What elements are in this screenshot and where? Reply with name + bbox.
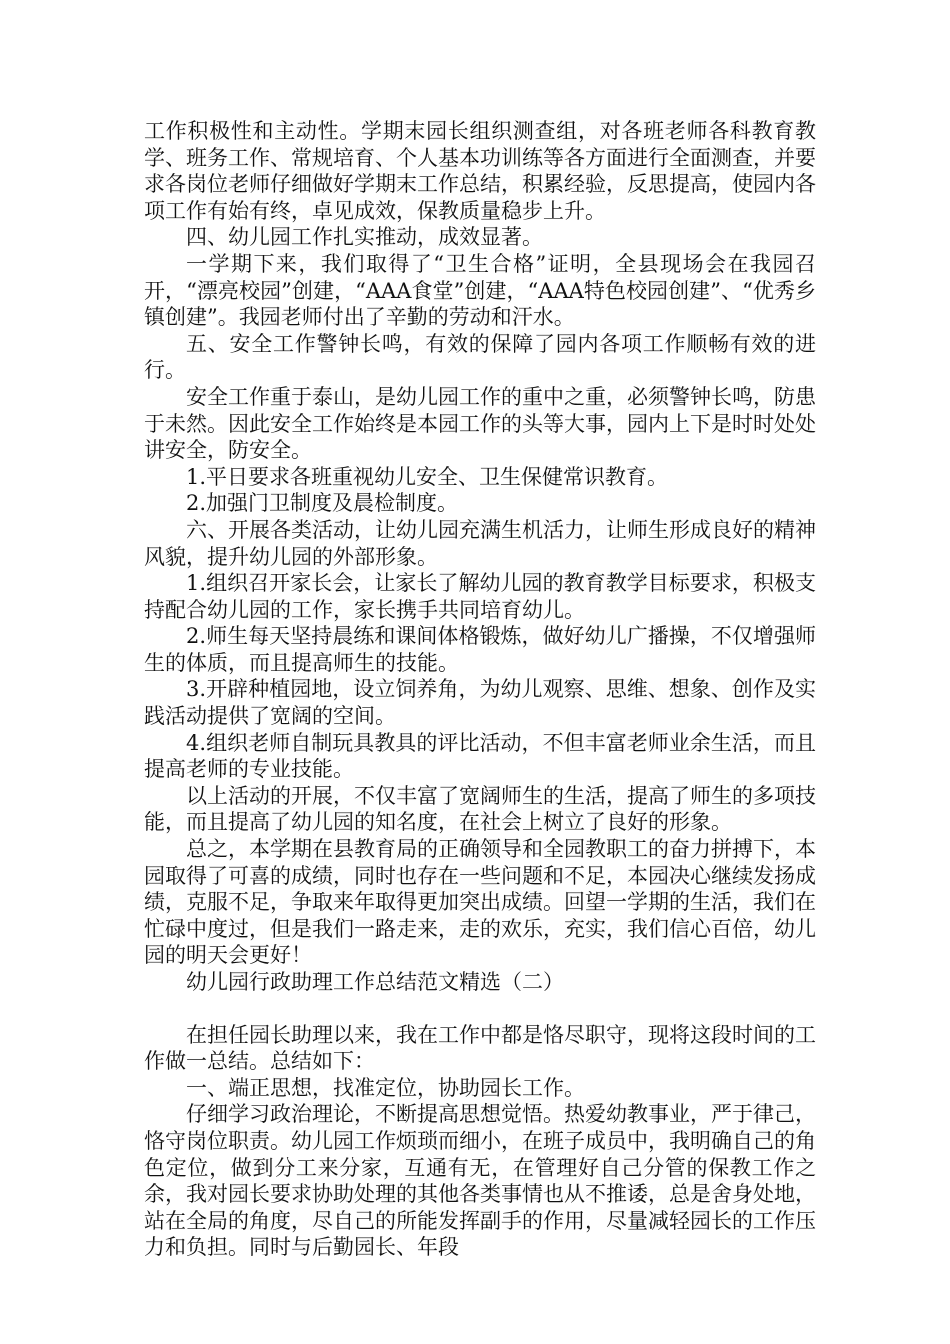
list-item: 3.开辟种植园地，设立饲养角，为幼儿观察、思维、想象、创作及实践活动提供了宽阔的空间。 (144, 677, 816, 729)
paragraph: 一学期下来，我们取得了“卫生合格”证明，全县现场会在我园召开，“漂亮校园”创建，“AAA食堂”创建，“AAA特色校园创建”、“优秀乡镇创建”。我园老师付出了辛勤的劳动和汗水。 (144, 251, 816, 330)
list-item: 1.组织召开家长会，让家长了解幼儿园的教育教学目标要求，积极支持配合幼儿园的工作，家长携手共同培育幼儿。 (144, 571, 816, 622)
list-item: 4.组织老师自制玩具教具的评比活动，不但丰富老师业余生活，而且提高老师的专业技能。 (144, 730, 816, 782)
section-heading: 四、幼儿园工作扎实推动，成效显著。 (186, 225, 543, 250)
list-item: 2.师生每天坚持晨练和课间体格锻炼，做好幼儿广播操，不仅增强师生的体质，而且提高师生的技能。 (144, 624, 816, 675)
list-item: 2.加强门卫制度及晨检制度。 (186, 491, 459, 516)
paragraph: 仔细学习政治理论，不断提高思想觉悟。热爱幼教事业，严于律己，恪守岗位职责。幼儿园工作烦琐而细小，在班子成员中，我明确自己的角色定位，做到分工来分家，互通有无，在管理好自己分管的保教工作之余，我对园长要求协助处理的其他各类事情也从不推诿，总是舍身处地，站在全局的角度，尽自己的所能发挥副手的作用，尽量减轻园长的工作压力和负担。同时与后勤园长、年段 (144, 1102, 816, 1260)
section-heading: 一、端正思想，找准定位，协助园长工作。 (186, 1075, 585, 1100)
paragraph: 在担任园长助理以来，我在工作中都是恪尽职守，现将这段时间的工作做一总结。总结如下： (144, 1022, 816, 1074)
list-item: 1.平日要求各班重视幼儿安全、卫生保健常识教育。 (186, 464, 669, 489)
paragraph: 以上活动的开展，不仅丰富了宽阔师生的生活，提高了师生的多项技能，而且提高了幼儿园的知名度，在社会上树立了良好的形象。 (144, 783, 816, 835)
document-body (144, 118, 816, 1261)
paragraph: 工作积极性和主动性。学期末园长组织测查组，对各班老师各科教育教学、班务工作、常规培育、个人基本功训练等各方面进行全面测查，并要求各岗位老师仔细做好学期末工作总结，积累经验，反思提高，使园内各项工作有始有终，卓见成效，保教质量稳步上升。 (144, 119, 816, 223)
document-subtitle: 幼儿园行政助理工作总结范文精选（二） (186, 970, 564, 994)
section-heading: 五、安全工作警钟长鸣，有效的保障了园内各项工作顺畅有效的进行。 (144, 331, 816, 383)
section-heading: 六、开展各类活动，让幼儿园充满生机活力，让师生形成良好的精神风貌，提升幼儿园的外部形象。 (144, 517, 816, 569)
paragraph: 总之，本学期在县教育局的正确领导和全园教职工的奋力拼搏下，本园取得了可喜的成绩，同时也存在一些问题和不足，本园决心继续发扬成绩，克服不足，争取来年取得更加突出成绩。回望一学期的生活，我们在忙碌中度过，但是我们一路走来，走的欢乐，充实，我们信心百倍，幼儿园的明天会更好！ (144, 837, 816, 968)
paragraph: 安全工作重于泰山，是幼儿园工作的重中之重，必须警钟长鸣，防患于未然。因此安全工作始终是本园工作的头等大事，园内上下是时时处处讲安全，防安全。 (144, 384, 816, 463)
